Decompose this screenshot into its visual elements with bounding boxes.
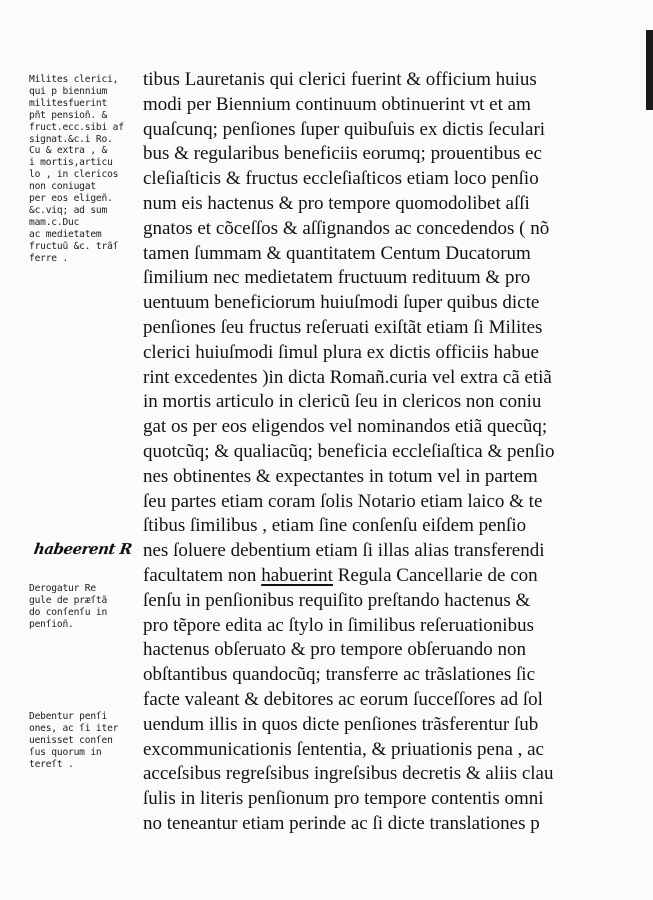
text-line: uendum illis in quos dicte penſiones trãsferentur ſub bbox=[143, 713, 539, 735]
text-line: penſiones ſeu fructus reſeruati exiſtãt etiam ſi Milites bbox=[143, 316, 543, 338]
margin-note-line: mam.c.Duc bbox=[29, 216, 80, 228]
text-line: quaſcunq; penſiones ſuper quibuſuis ex dictis ſeculari bbox=[143, 118, 546, 140]
text-line: clerici huiuſmodi ſimul plura ex dictis officiis habue bbox=[143, 341, 539, 363]
margin-note-line: i mortis,articu bbox=[29, 157, 113, 169]
margin-note-line: fructuũ &c. trãſ bbox=[29, 240, 119, 252]
text-line: no teneantur etiam perinde ac ſi dicte translationes p bbox=[143, 812, 540, 834]
text-line: ſeu partes etiam coram ſolis Notario etiam laico & te bbox=[143, 490, 543, 512]
margin-note-line: ſus quorum in bbox=[29, 746, 102, 758]
text-line: gat os per eos eligendos vel nominandos etiã quecũq; bbox=[143, 416, 548, 438]
text-line: num eis hactenus & pro tempore quomodolibet aſſi bbox=[143, 192, 530, 214]
text-line: ſenſu in penſionibus requiſito preſtando hactenus & bbox=[143, 589, 531, 611]
text-line: in mortis articulo in clericũ ſeu in clericos non coniu bbox=[143, 391, 542, 413]
margin-note-line: ones, ac ſi iter bbox=[29, 722, 119, 734]
main-text-block bbox=[143, 68, 619, 837]
text-line: ſulis in literis penſionum pro tempore contentis omni bbox=[143, 788, 544, 810]
text-line: nes ſoluere debentium etiam ſi illas alias transferendi bbox=[143, 540, 545, 562]
margin-note-line: penſioñ. bbox=[29, 618, 74, 630]
margin-note-line: &c.viq; ad sum bbox=[29, 204, 108, 216]
margin-note-line: militesfuerint bbox=[29, 97, 108, 109]
text-line: tamen ſummam & quantitatem Centum Ducatorum bbox=[143, 242, 531, 264]
text-line: uentuum beneficiorum huiuſmodi ſuper quibus dicte bbox=[143, 292, 540, 314]
text-line: ſimilium nec medietatem fructuum redituum & pro bbox=[143, 267, 531, 289]
text-line-underlined: facultatem non habuerint Regula Cancellarie de con bbox=[143, 564, 538, 586]
margin-note-line: qui p biennium bbox=[29, 85, 108, 97]
text-line: nes obtinentes & expectantes in totum vel in partem bbox=[143, 465, 538, 487]
text-line: facte valeant & debitores ac eorum ſucceſſores ad ſol bbox=[143, 688, 543, 710]
text-line: excommunicationis ſententia, & priuationis pena , ac bbox=[143, 738, 544, 760]
text-line: quotcũq; & qualiacũq; beneficia eccleſiaſtica & penſio bbox=[143, 440, 555, 462]
text-line: bus & regularibus beneficiis eorumq; prouentibus ec bbox=[143, 143, 542, 165]
text-line: rint excedentes )in dicta Romañ.curia vel extra cã etiã bbox=[143, 366, 552, 388]
margin-note-line: ferre . bbox=[29, 252, 69, 264]
margin-note-line: uenisset conſen bbox=[29, 734, 113, 746]
text-line: obſtantibus quandocũq; transferre ac trãslationes ſic bbox=[143, 664, 536, 686]
margin-note-line: non coniugat bbox=[29, 181, 96, 193]
text-line: hactenus obſeruato & pro tempore obſeruando non bbox=[143, 639, 527, 661]
margin-note-line: signat.&c.i Ro. bbox=[29, 133, 113, 145]
page-edge-shadow bbox=[646, 30, 653, 110]
text-line: acceſsibus regreſsibus ingreſsibus decretis & aliis clau bbox=[143, 763, 554, 785]
margin-note-line: gule de præſtã bbox=[29, 594, 108, 606]
margin-note-derogatur bbox=[29, 583, 129, 631]
text-line: ſtibus ſimilibus , etiam ſine conſenſu eiſdem penſio bbox=[143, 515, 527, 537]
handwritten-annotation: habeerent R bbox=[32, 540, 133, 558]
margin-note-line: Cu & extra , & bbox=[29, 145, 108, 157]
margin-note-debentur bbox=[29, 711, 129, 771]
margin-note-line: Milites clerici, bbox=[29, 74, 119, 85]
margin-note-line: fruct.ecc.sibi af bbox=[29, 121, 124, 133]
margin-note-line: Debentur penſi bbox=[29, 711, 108, 722]
margin-note-line: lo , in clericos bbox=[29, 169, 119, 181]
underlined-word: habuerint bbox=[261, 564, 333, 586]
text-line: modi per Biennium continuum obtinuerint vt et am bbox=[143, 93, 531, 115]
text-line: pro tẽpore edita ac ſtylo in ſimilibus reſeruationibus bbox=[143, 614, 534, 636]
margin-note-line: pñt pensioñ. & bbox=[29, 109, 108, 121]
margin-note-line: Derogatur Re bbox=[29, 583, 96, 594]
margin-note-line: per eos eligeñ. bbox=[29, 193, 113, 205]
margin-note-line: ac medietatem bbox=[29, 228, 102, 240]
margin-note-milites bbox=[29, 74, 141, 265]
text-line: cleſiaſticis & fructus eccleſiaſticos etiam loco penſio bbox=[143, 168, 539, 190]
margin-note-line: tereſt . bbox=[29, 758, 74, 770]
margin-note-line: do conſenſu in bbox=[29, 606, 108, 618]
text-line: tibus Lauretanis qui clerici fuerint & officium huius bbox=[143, 69, 537, 90]
text-line: gnatos et cõceſſos & aſſignandos ac concedendos ( nõ bbox=[143, 217, 550, 239]
